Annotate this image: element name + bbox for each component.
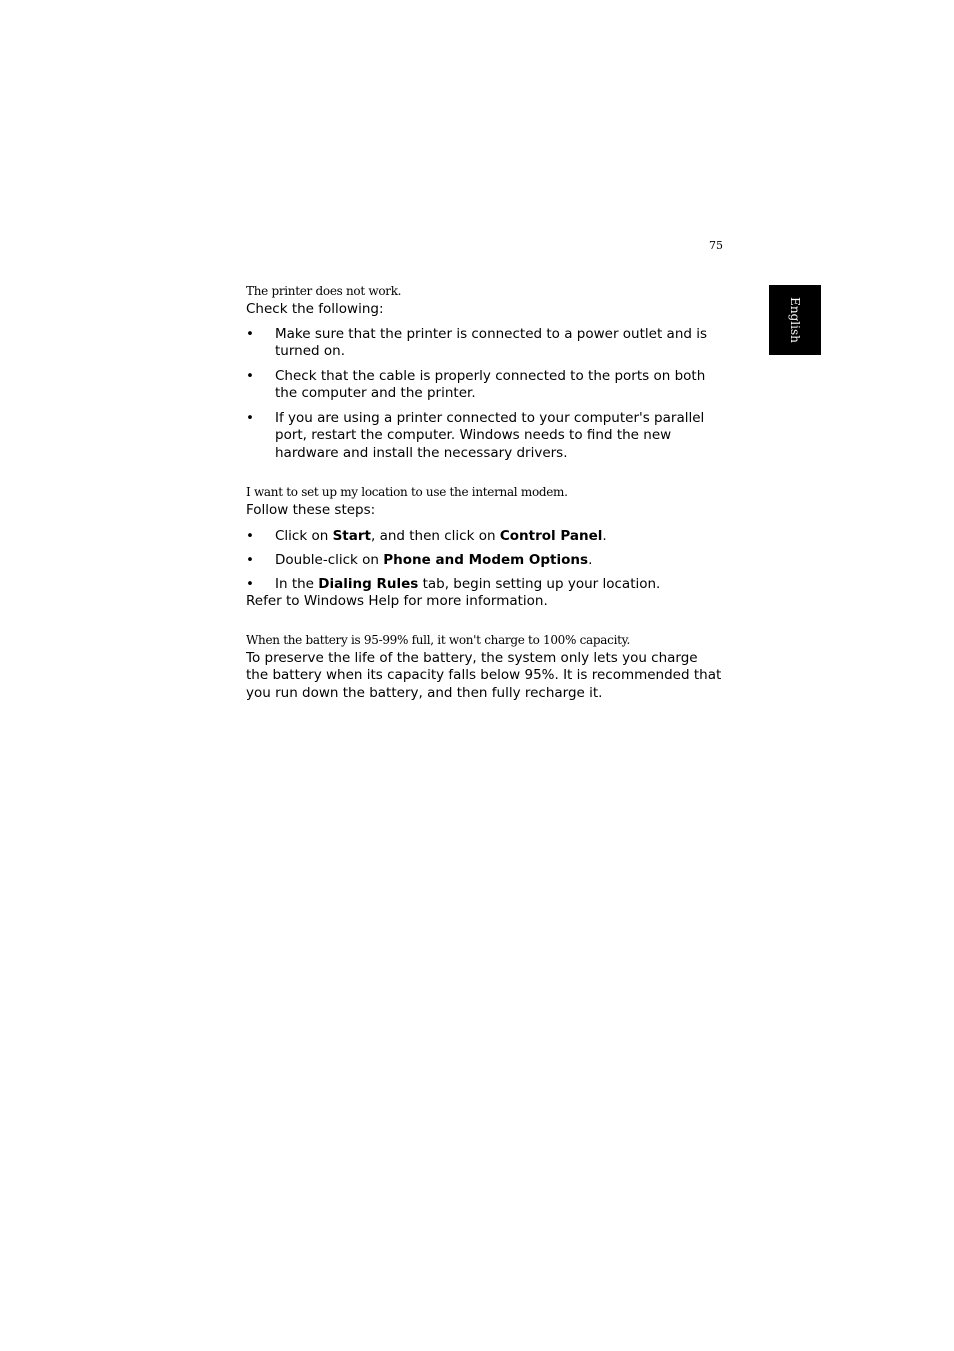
ui-term: Dialing Rules — [318, 575, 419, 592]
ui-term: Start — [332, 527, 371, 544]
section-intro: Check the following: — [246, 301, 384, 317]
list-item: • Make sure that the printer is connected to a power outlet and is turned on. — [246, 326, 724, 361]
list-item: • If you are using a printer connected to your computer's parallel port, restart the computer. Windows needs to find the new hardware and install the necessary drivers. — [246, 410, 724, 463]
page-number: 75 — [709, 239, 723, 252]
section-heading: The printer does not work. — [246, 284, 402, 298]
list-item: • In the Dialing Rules tab, begin setting up your location. — [246, 576, 724, 594]
section-heading: I want to set up my location to use the internal modem. — [246, 485, 568, 499]
section-modem — [246, 482, 724, 611]
section-intro: Follow these steps: — [246, 502, 376, 518]
list-item: • Double-click on Phone and Modem Options. — [246, 552, 724, 570]
language-tab — [769, 285, 821, 355]
ui-term: Phone and Modem Options — [383, 551, 589, 568]
section-printer — [246, 281, 724, 462]
section-body: To preserve the life of the battery, the system only lets you charge the battery when its capacity falls below 95%. It is recommended that you run down the battery, and then fully recharge it. — [246, 649, 722, 701]
list-item: • Check that the cable is properly connected to the ports on both the computer and the printer. — [246, 368, 724, 403]
language-tab-label: English — [788, 297, 802, 343]
section-outro: Refer to Windows Help for more information. — [246, 593, 548, 609]
section-battery — [246, 630, 724, 703]
bullet-list — [246, 326, 724, 463]
list-item: • Click on Start, and then click on Control Panel. — [246, 528, 724, 546]
section-heading: When the battery is 95-99% full, it won't charge to 100% capacity. — [246, 632, 631, 647]
page-content — [246, 281, 724, 702]
ui-term: Control Panel — [499, 527, 603, 544]
step-list — [246, 528, 724, 594]
